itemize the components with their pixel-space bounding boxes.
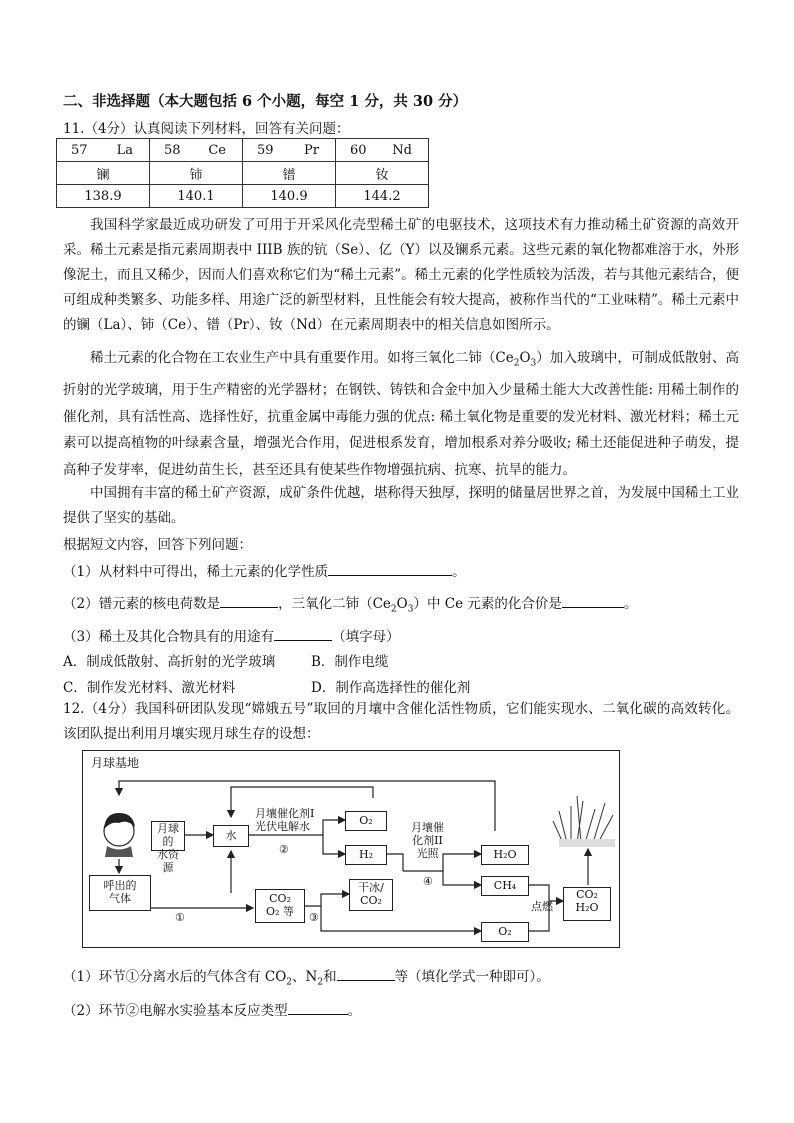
element-mass-nd: 144.2 [336, 185, 429, 208]
option-c: C．制作发光材料、激光材料 [63, 680, 236, 696]
diagram-title: 月球基地 [91, 756, 140, 770]
catalyst-2-label: 月壤催 化剂II 光照 [411, 821, 444, 860]
element-mass-pr: 140.9 [243, 185, 336, 208]
water-box: 水 [213, 825, 249, 847]
answer-blank[interactable] [562, 593, 624, 608]
element-name-ce: 铈 [150, 162, 243, 185]
exhaled-gas-box: 呼出的 气体 [89, 875, 151, 911]
element-name-nd: 钕 [336, 162, 429, 185]
co2-mix-box: CO₂ O₂ 等 [255, 889, 305, 923]
answer-blank[interactable] [220, 593, 278, 608]
water-source-box: 月球的 水资源 [151, 821, 185, 851]
q11-prompt: 根据短文内容，回答下列问题： [63, 537, 252, 553]
answer-blank[interactable] [337, 966, 395, 981]
step-1-label: ① [175, 911, 185, 924]
answer-blank[interactable] [274, 626, 332, 641]
element-name-la: 镧 [57, 162, 150, 185]
q12-question-1: （1）环节①分离水后的气体含有 $CO_2$、$N_2$和 等（填化学式一种即可）。 [63, 965, 550, 988]
person-icon [104, 813, 135, 857]
element-mass-la: 138.9 [57, 185, 150, 208]
element-name-pr: 镨 [243, 162, 336, 185]
option-a: A．制成低散射、高折射的光学玻璃 [63, 654, 276, 670]
q11-question-2: （2）镨元素的核电荷数是 ，三氧化二铈$(Ce_2O_3)$中 Ce 元素的化合价是 。 [63, 592, 637, 615]
element-mass-ce: 140.1 [150, 185, 243, 208]
dry-ice-box: 干冰/ CO₂ [349, 879, 393, 911]
q12-question-2: （2）环节②电解水实验基本反应类型 。 [63, 999, 361, 1019]
step-4-label: ④ [423, 875, 433, 888]
o2-top-box: O₂ [345, 811, 387, 831]
element-cell-pr-top: 59 Pr [243, 139, 336, 162]
q11-paragraph-1: 我国科学家最近成功研发了可用于开采风化壳型稀土矿的电驱技术，这项技术有力推动稀土矿资源的高效开采。稀土元素是指元素周期表中 IIIB 族的钪（Se）、亿（Y）以及镧系元素。这些元素的氧化物都难溶于水，外形像泥土，而且又稀少，因而人们喜欢称它们为“稀土元素”。稀土元素的化学性质较为活泼，若与其他元素结合，便可组成种类繁多、功能多样、用途广泛的新型材料，且性能会有较大提高，被称作当代的“工业味精”。稀土元素中的镧（La）、铈（Ce）、镨（Pr）、钕（Nd）在元素周期表中的相关信息如图所示。 [63, 217, 739, 333]
q11-paragraph-3: 中国拥有丰富的稀土矿产资源，成矿条件优越，堪称得天独厚，探明的储量居世界之首，为发展中国稀土工业提供了坚实的基础。 [63, 485, 739, 526]
element-cell-nd-top: 60 Nd [336, 139, 429, 162]
element-cell-ce-top: 58 Ce [150, 139, 243, 162]
q11-question-1: （1）从材料中可得出，稀土元素的化学性质 。 [63, 560, 466, 580]
element-cell-la-top: 57 La [57, 139, 150, 162]
h2o-box: H₂O [481, 845, 529, 865]
ch4-box: CH₄ [481, 876, 529, 896]
burn-label: 点燃 [531, 900, 553, 913]
option-d: D．制作高选择性的催化剂 [311, 680, 471, 696]
o2-bottom-box: O₂ [481, 922, 529, 942]
q11-question-3: （3）稀土及其化合物具有的用途有 （填字母） [63, 625, 400, 645]
h2-box: H₂ [345, 845, 387, 865]
step-3-label: ③ [309, 911, 319, 924]
answer-blank[interactable] [288, 1000, 348, 1015]
q12-intro: 12.（4分）我国科研团队发现“嫦娥五号”取回的月壤中含催化活性物质，它们能实现水、二氧化碳的高效转化。该团队提出利用月壤实现月球生存的设想： [63, 701, 739, 742]
option-b: B．制作电缆 [311, 654, 389, 670]
answer-blank[interactable] [328, 561, 452, 576]
moon-base-diagram [82, 750, 620, 948]
catalyst-1-label: 月壤催化剂I 光伏电解水 [255, 807, 315, 833]
q11-paragraph-2: 稀土元素的化合物在工农业生产中具有重要作用。如将三氧化二铈$(Ce_2O_3)$加入玻璃中，可制成低散射、高折射的光学玻璃，用于生产精密的光学器材；在钢铁、铸铁和合金中加入少量稀土能大大改善性能: 用稀土制作的催化剂，具有活性高、选择性好，抗重金属中毒能力强的优点: 稀土氧化物是重要的发光材料、激光材料；稀土元素可以提高植物的叶绿素含量，增强光合作用，促进根系发育，增加根系对养分吸收; 稀土还能促进种子萌发，提高种子发芽率，促进幼苗生长，甚至还具有使某些作物增强抗病、抗寒、抗旱的能力。 [63, 350, 739, 478]
q11-intro: 11.（4分）认真阅读下列材料，回答有关问题： [63, 121, 350, 137]
section-title: 二、非选择题（本大题包括 6 个小题，每空 1 分，共 30 分） [63, 93, 468, 110]
step-2-label: ② [279, 843, 289, 856]
periodic-table-excerpt [56, 138, 429, 208]
plant-icon [553, 796, 615, 847]
products-box: CO₂ H₂O [563, 887, 611, 921]
